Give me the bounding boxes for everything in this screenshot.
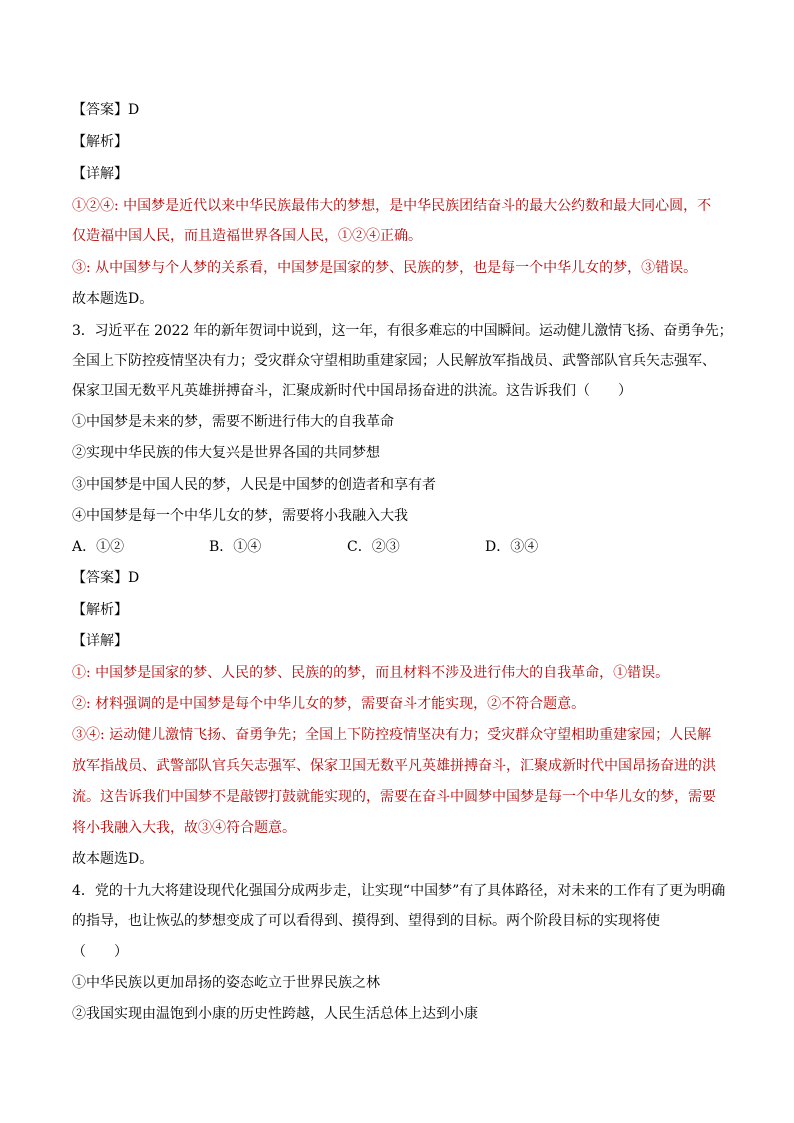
q4-item-1: ①中华民族以更加昂扬的姿态屹立于世界民族之林 [72,975,380,991]
q4-stem-line-3: （ ） [72,944,128,960]
q3-item-2: ②实现中华民族的伟大复兴是世界各国的共同梦想 [72,445,380,461]
q3-stem-line-1: 3．习近平在 2022 年的新年贺词中说到，这一年，有很多难忘的中国瞬间。运动健儿激情飞扬、奋勇争先； [72,323,733,339]
q3-analysis-label: 【解析】 [72,602,128,618]
q3-answer-label: 【答案】D [72,570,140,586]
q3-item-3: ③中国梦是中国人民的梦，人民是中国梦的创造者和享有者 [72,477,436,493]
q3-item-1: ①中国梦是未来的梦，需要不断进行伟大的自我革命 [72,414,394,430]
q4-item-2: ②我国实现由温饱到小康的历史性跨越，人民生活总体上达到小康 [72,1006,478,1022]
q2-explanation-1-line-2: 仅造福中国人民，而且造福世界各国人民，①②④正确。 [72,228,422,244]
q3-stem-line-2: 全国上下防控疫情坚决有力；受灾群众守望相助重建家园；人民解放军指战员、武警部队官兵矢志强军、 [72,353,716,369]
q3-explanation-2: ②: 材料强调的是中国梦是每个中华儿女的梦，需要奋斗才能实现，②不符合题意。 [72,696,586,712]
q3-item-4: ④中国梦是每一个中华儿女的梦，需要将小我融入大我 [72,508,408,524]
q3-explanation-3-line-4: 将小我融入大我，故③④符合题意。 [72,820,296,836]
q2-explanation-1-line-1: ①②④: 中国梦是近代以来中华民族最伟大的梦想，是中华民族团结奋斗的最大公约数和最大同心圆，不 [72,198,712,214]
q3-option-d[interactable]: D．③④ [485,539,539,555]
q2-analysis-label: 【解析】 [72,134,128,150]
q3-stem-line-3: 保家卫国无数平凡英雄拼搏奋斗，汇聚成新时代中国昂扬奋进的洪流。这告诉我们（ ） [72,383,632,399]
q2-answer-label: 【答案】D [72,102,140,118]
q3-conclusion: 故本题选D。 [72,851,154,867]
q3-explanation-1: ①: 中国梦是国家的梦、人民的梦、民族的的梦，而且材料不涉及进行伟大的自我革命，①错误。 [72,665,670,681]
q3-explanation-3-line-2: 放军指战员、武警部队官兵矢志强军、保家卫国无数平凡英雄拼搏奋斗，汇聚成新时代中国昂扬奋进的洪 [72,758,716,774]
q3-option-c[interactable]: C．②③ [347,539,400,555]
q3-option-a[interactable]: A．①② [72,539,125,555]
q2-detail-label: 【详解】 [72,166,128,182]
q3-detail-label: 【详解】 [72,633,128,649]
q4-stem-line-1: 4．党的十九大将建设现代化强国分成两步走，让实现“中国梦”有了具体路径，对未来的工作有了更为明确 [72,883,726,899]
q2-explanation-2: ③: 从中国梦与个人梦的关系看，中国梦是国家的梦、民族的梦，也是每一个中华儿女的梦，③错误。 [72,260,698,276]
q3-explanation-3-line-1: ③④: 运动健儿激情飞扬、奋勇争先；全国上下防控疫情坚决有力；受灾群众守望相助重建家园；人民解 [72,727,712,743]
q2-conclusion: 故本题选D。 [72,291,154,307]
q3-explanation-3-line-3: 流。这告诉我们中国梦不是敲锣打鼓就能实现的，需要在奋斗中圆梦中国梦是每一个中华儿女的梦，需要 [72,789,716,805]
q4-stem-line-2: 的指导，也让恢弘的梦想变成了可以看得到、摸得到、望得到的目标。两个阶段目标的实现将使 [72,913,660,929]
q3-option-b[interactable]: B．①④ [209,539,262,555]
